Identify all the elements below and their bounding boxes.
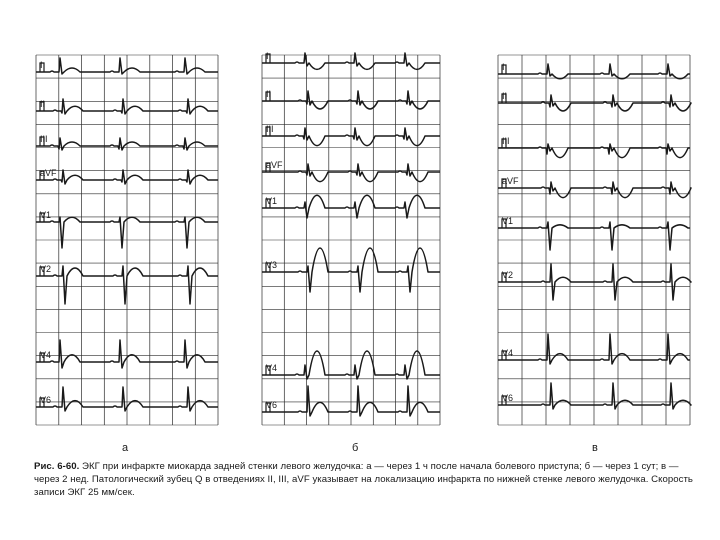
panel-label-a: а xyxy=(122,442,129,454)
lead-label: V1 xyxy=(502,216,514,226)
lead-label: I xyxy=(502,62,505,72)
ecg-trace-v6 xyxy=(498,383,691,409)
ecg-panel-b xyxy=(262,51,440,425)
lead-label: V1 xyxy=(266,196,278,206)
lead-label: V1 xyxy=(40,210,52,220)
ecg-panel-c xyxy=(498,55,691,425)
lead-label: aVF xyxy=(40,168,57,178)
lead-label: III xyxy=(40,134,48,144)
ecg-panel-a xyxy=(36,55,218,425)
figure-caption xyxy=(34,460,694,499)
ecg-trace-v2 xyxy=(498,264,691,300)
lead-label: V4 xyxy=(502,348,514,358)
lead-label: II xyxy=(266,89,272,99)
lead-label: V2 xyxy=(502,270,514,280)
caption-text: ЭКГ при инфаркте миокарда задней стенки левого желудочка: а — через 1 ч после начала болевого приступа; б — через 1 сут; в — через 2 нед. Патологический зубец Q в отведениях II, III, aVF указывает на локализацию инфаркта по нижней стенке левого желудочка. Скорость записи ЭКГ 25 мм/сек. xyxy=(34,461,693,498)
lead-label: V4 xyxy=(266,363,278,373)
lead-label: II xyxy=(502,91,508,101)
lead-label: aVF xyxy=(266,160,283,170)
lead-label: III xyxy=(266,124,274,134)
ecg-trace-avf xyxy=(498,182,691,198)
lead-label: V6 xyxy=(266,400,278,410)
lead-label: I xyxy=(266,51,269,61)
ecg-trace-ii xyxy=(498,95,691,111)
lead-label: aVF xyxy=(502,176,519,186)
lead-label: III xyxy=(502,136,510,146)
lead-label: I xyxy=(40,60,43,70)
lead-label: V4 xyxy=(40,350,52,360)
lead-label: V6 xyxy=(502,393,514,403)
lead-label: V3 xyxy=(266,260,278,270)
lead-label: V2 xyxy=(40,264,52,274)
lead-label: II xyxy=(40,99,46,109)
panel-label-c: в xyxy=(592,442,598,454)
lead-label: V6 xyxy=(40,395,52,405)
panel-label-b: б xyxy=(352,442,359,454)
caption-number: Рис. 6-60. xyxy=(34,461,80,472)
